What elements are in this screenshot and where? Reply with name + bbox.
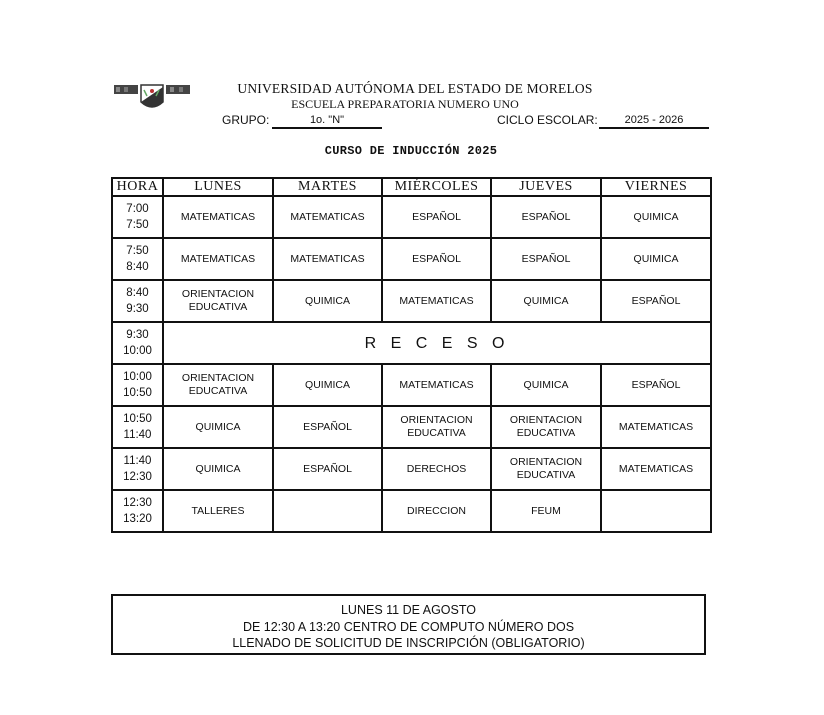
schedule-row: [112, 196, 711, 238]
class-cell-miercoles: [382, 196, 491, 238]
class-name-line: EDUCATIVA: [188, 301, 248, 313]
class-name: QUIMICA: [633, 252, 679, 265]
class-name: ESPAÑOL: [412, 252, 461, 265]
time-start: 10:50: [123, 413, 152, 425]
grupo-value: 1o. "N": [272, 113, 382, 129]
class-name: QUIMICA: [523, 294, 569, 307]
column-header-viernes: VIERNES: [601, 178, 711, 196]
class-name: MATEMATICAS: [290, 252, 365, 265]
column-header-jueves: JUEVES: [491, 178, 601, 196]
class-name: MATEMATICAS: [290, 210, 365, 223]
school-name: ESCUELA PREPARATORIA NUMERO UNO: [291, 97, 519, 111]
note-box: [111, 594, 706, 655]
column-header-miercoles: MIÉRCOLES: [382, 178, 491, 196]
ciclo-label: CICLO ESCOLAR:: [497, 113, 598, 127]
schedule-header-row: [112, 178, 711, 196]
time-slot-cell: [112, 196, 163, 238]
time-slot-cell: [112, 364, 163, 406]
class-name: QUIMICA: [305, 378, 350, 391]
time-slot-cell: [112, 448, 163, 490]
university-name: UNIVERSIDAD AUTÓNOMA DEL ESTADO DE MORELOS: [237, 81, 593, 96]
class-cell-martes: [273, 490, 382, 532]
class-cell-viernes: [601, 196, 711, 238]
time-start: 10:00: [123, 371, 152, 383]
class-name: MATEMATICAS: [180, 252, 256, 265]
class-name: MATEMATICAS: [399, 378, 474, 391]
class-name-line: ORIENTACION: [181, 372, 255, 384]
class-name: DIRECCION: [407, 504, 466, 517]
class-cell-martes: [273, 238, 382, 280]
note-line-requirement: LLENADO DE SOLICITUD DE INSCRIPCIÓN (OBLIGATORIO): [232, 636, 585, 650]
class-name: MATEMATICAS: [399, 294, 474, 307]
schedule-table: [111, 177, 712, 533]
column-header-hora: HORA: [112, 178, 163, 196]
class-cell-jueves: [491, 364, 601, 406]
class-cell-viernes: [601, 406, 711, 448]
class-cell-miercoles: [382, 448, 491, 490]
class-cell-lunes: [163, 448, 273, 490]
grupo-label: GRUPO:: [222, 113, 270, 127]
class-cell-lunes: [163, 364, 273, 406]
class-name-line: EDUCATIVA: [516, 469, 576, 481]
class-cell-miercoles: [382, 238, 491, 280]
class-name: ESPAÑOL: [303, 462, 352, 475]
class-cell-viernes: [601, 364, 711, 406]
time-end: 10:00: [123, 345, 152, 357]
class-cell-viernes: [601, 490, 711, 532]
class-name: TALLERES: [191, 504, 245, 517]
time-end: 8:40: [126, 261, 149, 273]
schedule-row: [112, 448, 711, 490]
class-cell-lunes: [163, 238, 273, 280]
class-cell-jueves: [491, 406, 601, 448]
schedule-body: [112, 196, 711, 532]
time-start: 8:40: [126, 287, 149, 299]
schedule-row: [112, 322, 711, 364]
class-name: ESPAÑOL: [521, 210, 571, 223]
class-name: MATEMATICAS: [180, 210, 256, 223]
time-slot-cell: [112, 280, 163, 322]
time-start: 12:30: [123, 497, 152, 509]
class-cell-viernes: [601, 448, 711, 490]
column-header-lunes: LUNES: [163, 178, 273, 196]
time-start: 9:30: [126, 329, 149, 341]
class-cell-martes: [273, 280, 382, 322]
class-name-line: EDUCATIVA: [407, 427, 466, 439]
class-cell-miercoles: [382, 280, 491, 322]
class-name: ESPAÑOL: [631, 294, 681, 307]
class-name: ESPAÑOL: [631, 378, 681, 391]
class-cell-jueves: [491, 238, 601, 280]
class-name: ESPAÑOL: [521, 252, 571, 265]
class-cell-jueves: [491, 490, 601, 532]
class-cell-martes: [273, 448, 382, 490]
schedule-row: [112, 406, 711, 448]
class-name: ESPAÑOL: [412, 210, 461, 223]
class-name: ESPAÑOL: [303, 420, 352, 433]
class-name-line: ORIENTACION: [509, 414, 583, 426]
receso-cell: R E C E S O: [163, 322, 711, 364]
class-cell-viernes: [601, 280, 711, 322]
class-name-line: ORIENTACION: [509, 456, 583, 468]
class-name: MATEMATICAS: [618, 462, 694, 475]
class-name-line: ORIENTACION: [400, 414, 473, 426]
note-line-date: LUNES 11 DE AGOSTO: [340, 603, 476, 617]
ciclo-value: 2025 - 2026: [599, 113, 709, 129]
class-cell-martes: [273, 196, 382, 238]
time-slot-cell: [112, 406, 163, 448]
class-cell-jueves: [491, 280, 601, 322]
class-name-line: EDUCATIVA: [516, 427, 576, 439]
class-name: FEUM: [531, 504, 561, 517]
note-line-time-place: DE 12:30 A 13:20 CENTRO DE COMPUTO NÚMERO DOS: [242, 619, 575, 634]
time-start: 7:50: [126, 245, 149, 257]
time-slot-cell: [112, 490, 163, 532]
class-cell-jueves: [491, 196, 601, 238]
class-cell-lunes: [163, 406, 273, 448]
class-name-line: EDUCATIVA: [188, 385, 248, 397]
class-cell-lunes: [163, 196, 273, 238]
class-cell-lunes: [163, 490, 273, 532]
time-end: 13:20: [123, 513, 152, 525]
time-end: 10:50: [123, 387, 152, 399]
schedule-row: [112, 490, 711, 532]
time-end: 12:30: [123, 471, 152, 483]
column-header-martes: MARTES: [273, 178, 382, 196]
class-cell-viernes: [601, 238, 711, 280]
class-cell-martes: [273, 406, 382, 448]
class-cell-martes: [273, 364, 382, 406]
class-cell-jueves: [491, 448, 601, 490]
class-cell-miercoles: [382, 364, 491, 406]
time-start: 7:00: [126, 203, 149, 215]
schedule-row: [112, 364, 711, 406]
class-name: QUIMICA: [195, 462, 241, 475]
time-end: 7:50: [126, 219, 149, 231]
class-name: QUIMICA: [305, 294, 350, 307]
class-name: DERECHOS: [406, 462, 467, 475]
course-title: CURSO DE INDUCCIÓN 2025: [324, 144, 498, 158]
class-name: QUIMICA: [523, 378, 569, 391]
time-slot-cell: [112, 322, 163, 364]
schedule-row: [112, 238, 711, 280]
class-name: QUIMICA: [195, 420, 241, 433]
time-slot-cell: [112, 238, 163, 280]
schedule-row: [112, 280, 711, 322]
class-name: QUIMICA: [633, 210, 679, 223]
time-end: 11:40: [123, 429, 152, 441]
class-cell-lunes: [163, 280, 273, 322]
class-name-line: ORIENTACION: [181, 288, 255, 300]
class-cell-miercoles: [382, 406, 491, 448]
class-name: MATEMATICAS: [618, 420, 694, 433]
time-end: 9:30: [126, 303, 149, 315]
class-cell-miercoles: [382, 490, 491, 532]
time-start: 11:40: [123, 455, 152, 467]
